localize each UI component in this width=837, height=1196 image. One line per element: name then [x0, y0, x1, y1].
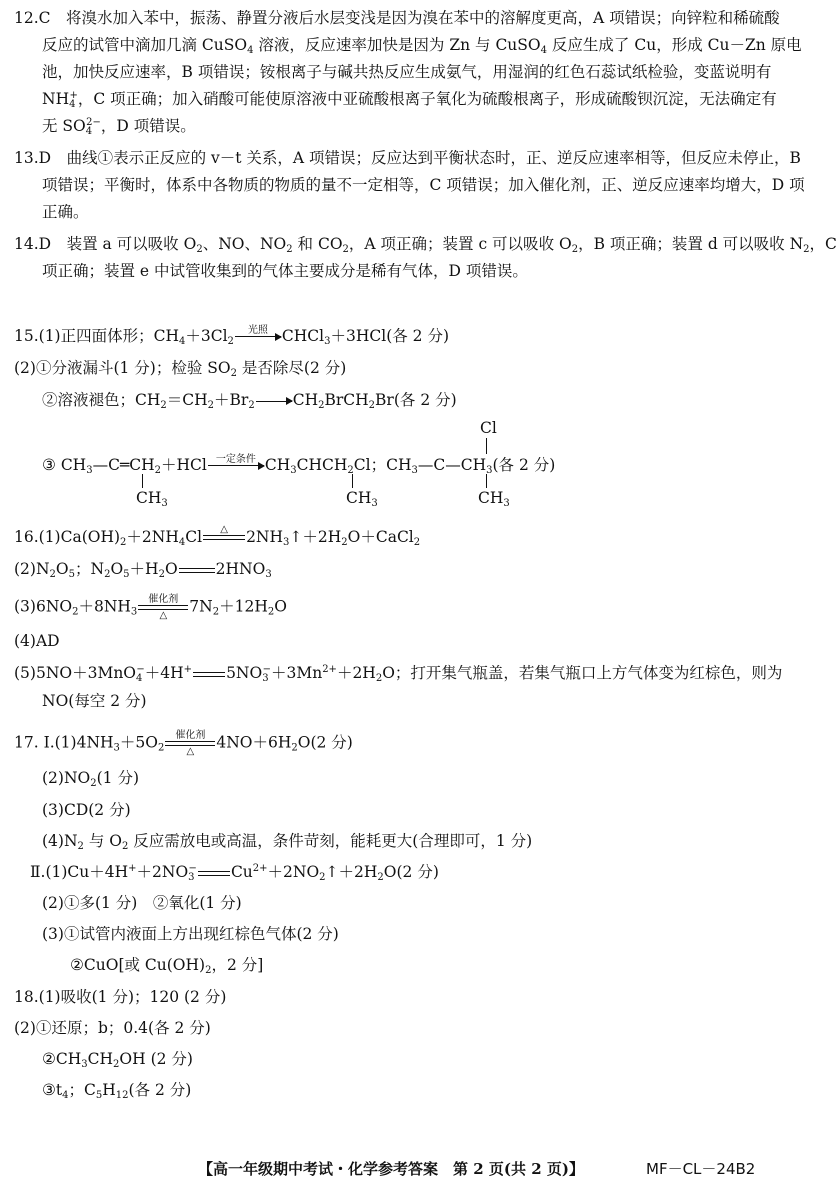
ch3-branch-2: $CH_3$ [346, 489, 378, 509]
q15-line2: (2)①分液漏斗(1 分)；检验 $SO_2$ 是否除尽(2 分) [14, 359, 347, 379]
q17-line4: $(4)N_2$ 与 $O_2$ 反应需放电或高温，条件苛刻，能耗更大(合理即可，1 分) [42, 832, 533, 852]
document-code: MF－CL－24B2 [646, 1160, 756, 1178]
q12-line4: $NH_4^+$，C 项正确；加入硝酸可能使原溶液中亚硫酸根离子氧化为硫酸根离子，形成硫酸钡沉淀，无法确定有 [42, 90, 777, 110]
catalyst-equals: 催化剂 △ [138, 594, 188, 621]
q12-line2: 反应的试管中滴加几滴 CuSO$_4$ 溶液，反应速率加快是因为 Zn 与 CuSO$_4$ 反应生成了 Cu，形成 Cu－Zn 原电 [42, 36, 802, 56]
equals-sign-3 [198, 871, 230, 876]
q12-line3: 池，加快反应速率，B 项错误；铵根离子与碱共热反应生成氨气，用湿润的红色石蕊试纸检验，变蓝说明有 [42, 63, 772, 81]
page-footer: 【高一年级期中考试・化学参考答案 第 2 页(共 2 页)】 [198, 1160, 584, 1178]
q17-line3: (3)CD(2 分) [42, 801, 131, 819]
catalyst-equals-2: 催化剂 △ [165, 730, 215, 757]
q17-line1: 17. $Ⅰ.(1)4NH_3+5O_2$ 催化剂 △ $4NO+6H_2O(2$ 分) [14, 730, 353, 757]
bond-down-3 [486, 474, 487, 488]
q17-line7: (3)①试管内液面上方出现红棕色气体(2 分) [42, 925, 339, 943]
q15-line4: ③ $CH_3—C═CH_2+HCl$ 一定条件 $CH_3CHCH_2Cl$；$CH_3—C—CH_3$(各 2 分) [42, 454, 556, 476]
q14-line1: 14.D 装置 a 可以吸收 $O_2$、NO、$NO_2$ 和 $CO_2$，A 项正确；装置 c 可以吸收 $O_2$，B 项正确；装置 d 可以吸收 $N_2$，C [14, 235, 837, 255]
q17-line2: $(2)NO_2(1$ 分) [42, 769, 139, 789]
equals-sign-2 [193, 672, 225, 677]
q17-line8: ②CuO[或 $Cu(OH)_2$，2 分] [70, 956, 264, 976]
q12-line1: 12.C 将溴水加入苯中，振荡、静置分液后水层变浅是因为溴在苯中的溶解度更高，A 项错误；向锌粒和稀硫酸 [14, 9, 780, 27]
cl-substituent: Cl [480, 419, 497, 437]
q13-line1: 13.D 曲线①表示正反应的 v－t 关系，A 项错误；反应达到平衡状态时，正、逆反应速率相等，但反应未停止，B [14, 149, 801, 167]
q16-line2: $(2)N_2O_5$；$N_2O_5+H_2O$ $2HNO_3$ [14, 560, 272, 580]
q18-line4: $③t_4$；$C_5H_{12}$(各 2 分) [42, 1081, 192, 1101]
q17-line5: $Ⅱ.(1)Cu+4H^++2NO_3^-$ $Cu^{2+}+2NO_2↑+2H_2O(2$ 分) [30, 863, 439, 883]
q15-line1: 15.(1)正四面体形；$CH_4+3Cl_2$ 光照 CHCl$_3$＋3HCl(各 2 分) [14, 325, 450, 347]
reaction-arrow [256, 401, 292, 402]
q17-line6: (2)①多(1 分) ②氧化(1 分) [42, 894, 242, 912]
condition-arrow: 一定条件 [208, 454, 264, 466]
q13-line3: 正确。 [42, 203, 89, 221]
q16-line6: NO(每空 2 分) [42, 692, 147, 710]
q15-line3: ②溶液褪色；$CH_2=CH_2+Br_2$ $CH_2BrCH_2Br$(各 2 分) [42, 391, 457, 411]
bond-down-2 [352, 474, 353, 488]
q16-line1: $16.(1)Ca(OH)_2+2NH_4Cl$ △ $2NH_3↑+2H_2O+CaCl_2$ [14, 524, 421, 548]
q18-line3: $②CH_3CH_2OH$ (2 分) [42, 1050, 193, 1070]
ch3-branch-1: $CH_3$ [136, 489, 168, 509]
q18-line2: (2)①还原；b；0.4(各 2 分) [14, 1019, 211, 1037]
ch3-branch-3: $CH_3$ [478, 489, 510, 509]
heat-equals: △ [203, 524, 245, 540]
equals-sign [179, 568, 215, 573]
q16-line3: $(3)6NO_2+8NH_3$ 催化剂 △ $7N_2+12H_2O$ [14, 594, 287, 621]
q18-line1: 18.(1)吸收(1 分)；120 (2 分) [14, 988, 227, 1006]
q13-line2: 项错误；平衡时，体系中各物质的物质的量不一定相等，C 项错误；加入催化剂，正、逆反应速率均增大，D 项 [42, 176, 805, 194]
q16-line4: (4)AD [14, 632, 60, 650]
bond-up [486, 438, 487, 454]
light-arrow: 光照 [235, 325, 281, 337]
q14-line2: 项正确；装置 e 中试管收集到的气体主要成分是稀有气体，D 项错误。 [42, 262, 528, 280]
q16-line5: (5)5NO＋3MnO$_4$−＋4H+ $5NO_3^-+3Mn^{2+}+2H_2O$；打开集气瓶盖，若集气瓶口上方气体变为红棕色，则为 [14, 664, 783, 684]
q12-line5: 无 $SO_4^{2-}$，D 项错误。 [42, 117, 196, 137]
bond-down-1 [142, 474, 143, 488]
